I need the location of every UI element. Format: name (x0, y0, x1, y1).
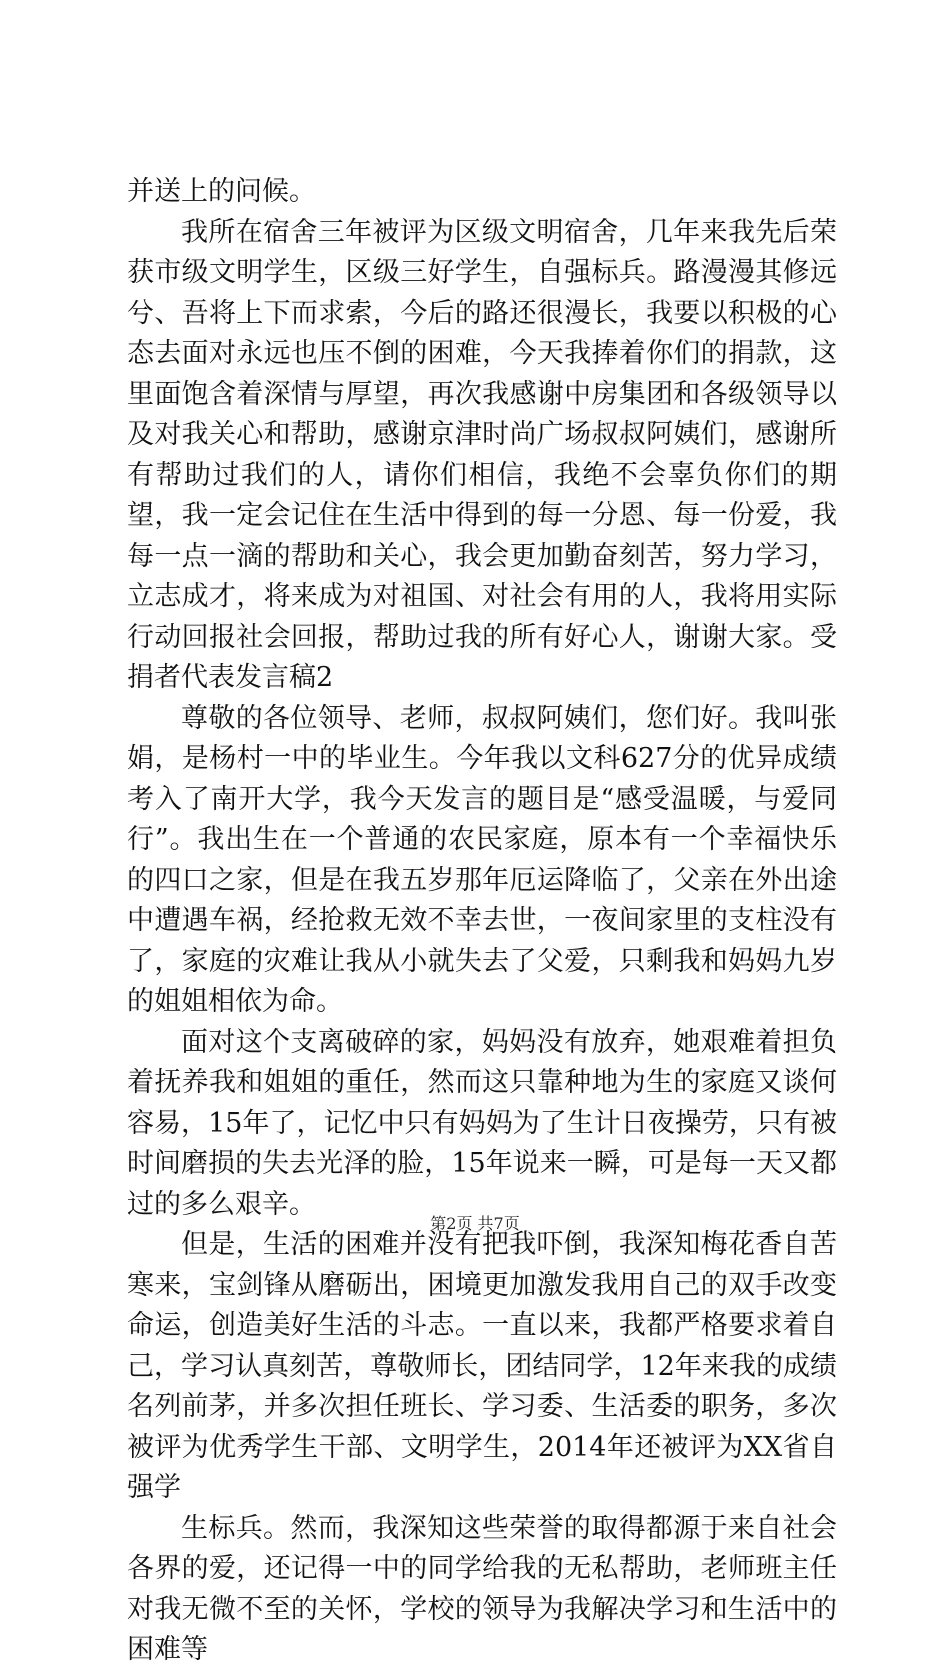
paragraph-4: 面对这个支离破碎的家，妈妈没有放弃，她艰难着担负着抚养我和姐姐的重任，然而这只靠种地为生的家庭又谈何容易，15年了，记忆中只有妈妈为了生计日夜操劳，只有被时间磨损的失去光泽的脸，15年说来一瞬，可是每一天又都过的多么艰辛。 (127, 1026, 837, 1220)
paragraph-1: 并送上的问候。 (127, 176, 316, 207)
paragraph-2: 我所在宿舍三年被评为区级文明宿舍，几年来我先后荣获市级文明学生，区级三好学生，自强标兵。路漫漫其修远兮、吾将上下而求索，今后的路还很漫长，我要以积极的心态去面对永远也压不倒的困难，今天我捧着你们的捐款，这里面饱含着深情与厚望，再次我感谢中房集团和各级领导以及对我关心和帮助，感谢京津时尚广场叔叔阿姨们，感谢所有帮助过我们的人，请你们相信，我绝不会辜负你们的期望，我一定会记住在生活中得到的每一分恩、每一份爱，我每一点一滴的帮助和关心，我会更加勤奋刻苦，努力学习，立志成才，将来成为对祖国、对社会有用的人，我将用实际行动回报社会回报，帮助过我的所有好心人，谢谢大家。受捐者代表发言稿2 (127, 216, 837, 693)
body-text (127, 172, 837, 1671)
paragraph-5: 但是，生活的困难并没有把我吓倒，我深知梅花香自苦寒来，宝剑锋从磨砺出，困境更加激发我用自己的双手改变命运，创造美好生活的斗志。一直以来，我都严格要求着自己，学习认真刻苦，尊敬师长，团结同学，12年来我的成绩名列前茅，并多次担任班长、学习委、生活委的职务，多次被评为优秀学生干部、文明学生，2014年还被评为XX省自强学 (127, 1229, 837, 1503)
paragraph-3: 尊敬的各位领导、老师，叔叔阿姨们，您们好。我叫张娟，是杨村一中的毕业生。今年我以文科627分的优异成绩考入了南开大学，我今天发言的题目是“感受温暖，与爱同行”。我出生在一个普通的农民家庭，原本有一个幸福快乐的四口之家，但是在我五岁那年厄运降临了，父亲在外出途中遭遇车祸，经抢救无效不幸去世，一夜间家里的支柱没有了，家庭的灾难让我从小就失去了父爱，只剩我和妈妈九岁的姐姐相依为命。 (127, 702, 837, 1017)
paragraph-6: 生标兵。然而，我深知这些荣誉的取得都源于来自社会各界的爱，还记得一中的同学给我的无私帮助，老师班主任对我无微不至的关怀，学校的领导为我解决学习和生活中的困难等 (127, 1512, 837, 1665)
page-number-footer: 第2页 共7页 (430, 1214, 520, 1233)
